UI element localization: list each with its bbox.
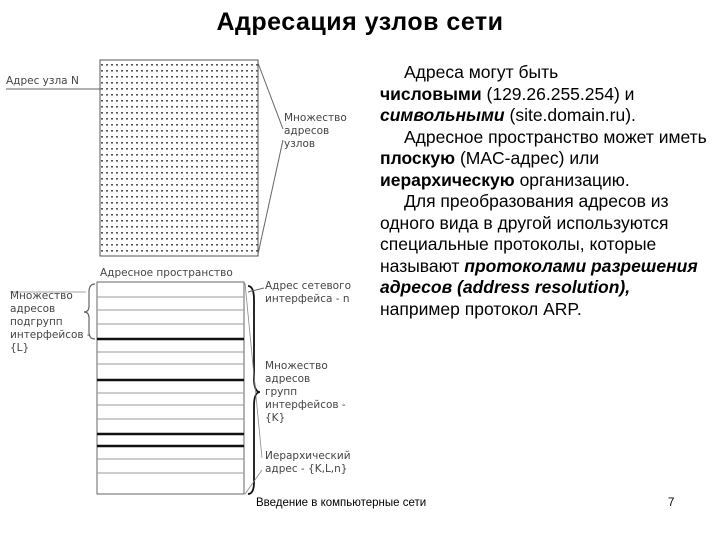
interface-address-label: Адрес сетевого интерфейса - n [265, 280, 352, 305]
node-address-label: Адрес узла N [6, 75, 79, 87]
set-pointer-bottom [258, 140, 283, 254]
interface-pointer [248, 288, 264, 292]
slide-footer: Введение в компьютерные сети [256, 497, 427, 509]
set-pointer-top [258, 63, 283, 129]
flat-address-box [100, 60, 258, 256]
right-brace [248, 286, 260, 494]
node-set-label: Множество адресов узлов [284, 112, 347, 150]
body-text [380, 62, 710, 320]
group-set-label: Множество адресов групп интерфейсов - {K} [265, 360, 346, 424]
subgroup-set-label: Множество адресов подгрупп интерфейсов - {L} [10, 290, 91, 354]
slide-title: Адресация узлов сети [216, 8, 504, 36]
hierarchical-address-label: Иерархический адрес - {K,L,n} [265, 450, 351, 475]
hierarchical-address-box [97, 282, 244, 494]
page-number: 7 [668, 497, 675, 509]
paragraph-1: Адреса могут быть числовыми (129.26.255.254) и символьными (site.domain.ru). [380, 62, 636, 125]
paragraph-3: Для преобразования адресов из одного вида в другой используются специальные протоколы, которые называют протоколами разрешения адресов (address resolution), например протокол ARP. [380, 191, 698, 319]
paragraph-2: Адресное пространство может иметь плоскую (MAC-адрес) или иерархическую организацию. [380, 126, 707, 190]
address-space-label: Адресное пространство [100, 267, 233, 279]
